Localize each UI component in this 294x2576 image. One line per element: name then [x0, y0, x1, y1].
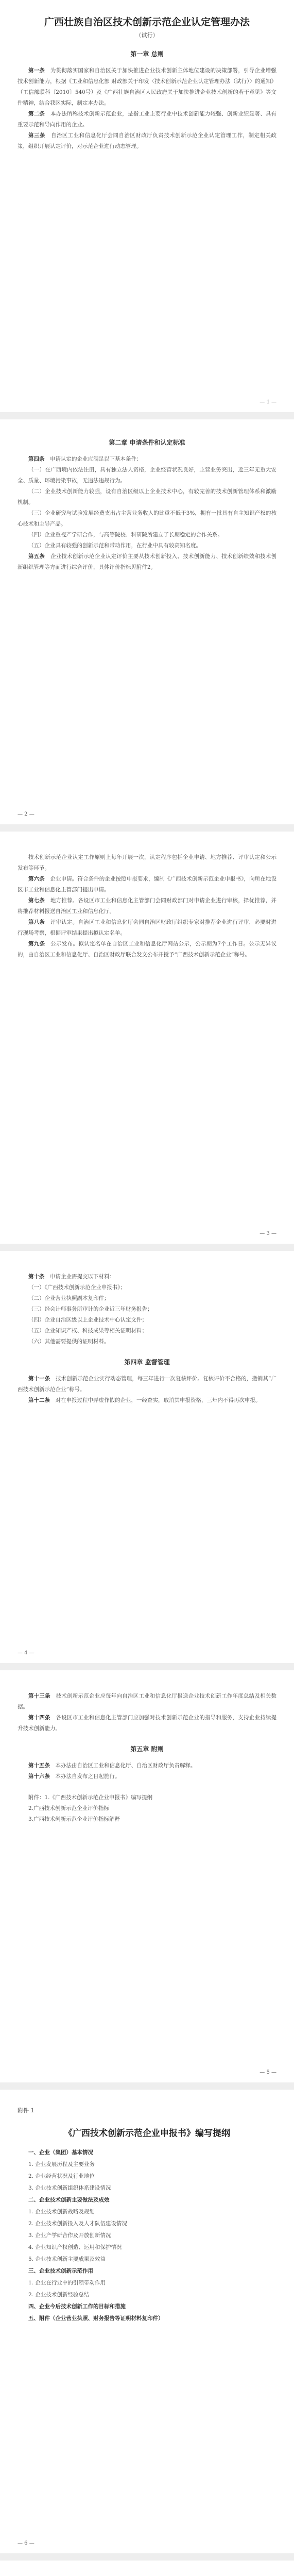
article-text: 3.广西技术创新示范企业评价指标解释	[28, 1816, 120, 1822]
document-subtitle: （试行）	[135, 32, 159, 39]
article-number: 第十一条	[28, 1376, 50, 1382]
article-list	[18, 852, 276, 960]
article-text: 地方推荐。各设区市工业和信息化主管部门会同财政部门对申请企业进行审核，择优推荐，并将推荐材料报送自治区工业和信息化厅。	[18, 897, 277, 914]
article-text: 技术创新示范企业认定工作原则上每年开展一次，认定程序包括企业申请、地方推荐、评审认定和公示发布等环节。	[18, 854, 276, 871]
article-text: 申请企业需提交以下材料：	[50, 1274, 115, 1280]
chapter-heading: 第四章 监督管理	[124, 1359, 170, 1366]
article-paragraph	[18, 486, 276, 508]
article-text: 技术创新示范企业应每年向自治区工业和信息化厅报送企业技术创新工作年度总结及相关数据。	[18, 1693, 277, 1710]
article-paragraph	[18, 65, 276, 109]
article-text: 本办法由自治区工业和信息化厅、自治区财政厅负责解释。	[55, 1762, 196, 1769]
article-list	[18, 1691, 276, 1734]
outline-list	[18, 2147, 276, 2325]
article-text: 技术创新示范企业实行动态管理，每三年进行一次复核评价。复核评价不合格的，撤销其“广西技术创新示范企业”称号。	[18, 1376, 277, 1393]
article-list	[18, 1374, 276, 1406]
page-number: — 5 —	[260, 2070, 276, 2075]
article-number: 第五条	[28, 553, 45, 560]
article-paragraph	[18, 1713, 276, 1734]
article-number: 第十二条	[28, 1397, 50, 1403]
outline-item: 4. 企业知识产权创造、运用和保护情况	[28, 2244, 122, 2250]
page-separator	[0, 1663, 294, 1670]
article-list	[18, 1272, 276, 1347]
article-text: （六）其他需要提供的证明材料。	[28, 1338, 110, 1345]
article-text: 企业技术创新示范企业认定评价主要从技术创新投入、技术创新能力、技术创新绩效和技术创新组织管理等方面进行综合评价，具体评价指标见附件2。	[18, 553, 277, 570]
outline-item: 5. 企业技术创新主要成果及效益	[28, 2256, 106, 2262]
page-separator	[0, 2553, 294, 2561]
article-paragraph	[18, 1282, 276, 1293]
article-list	[18, 454, 276, 573]
article-text: 评审认定。自治区工业和信息化厅会同自治区财政厅组织专家对推荐企业进行评审，必要时进行现场考察，根据评审结果提出拟认定名单。	[18, 919, 277, 936]
article-number: 第一条	[28, 67, 45, 74]
outline-item: 2. 企业经营状况及行业地位	[28, 2173, 95, 2179]
article-paragraph	[18, 939, 276, 960]
article-text: 企业申请。符合条件的企业按照申报要求，编制《广西技术创新示范企业申报书》，向所在地设区市工业和信息化主管部门提出申请。	[18, 876, 277, 893]
annex-label: 附件 1	[18, 2107, 34, 2114]
article-text: 附件：1.《广西技术创新示范企业申报书》编写提纲	[28, 1794, 153, 1801]
article-paragraph	[18, 1760, 276, 1771]
article-paragraph	[18, 1395, 276, 1406]
outline-item: 1. 企业技术创新战略及规划	[28, 2209, 95, 2215]
article-text: 申请认定的企业应满足以下基本条件：	[50, 456, 142, 462]
page-number: — 1 —	[260, 399, 276, 405]
article-paragraph	[18, 130, 276, 152]
article-paragraph	[18, 508, 276, 530]
page-separator	[0, 412, 294, 419]
article-text: 各设区市工业和信息化主管部门应加强对技术创新示范企业的指导和服务，支持企业持续提升技术创新能力。	[18, 1715, 277, 1732]
article-text: （五）企业具有较强的创新示范和带动作用，在行业中具有较高知名度。	[28, 543, 201, 549]
article-paragraph	[18, 109, 276, 130]
outline-item: 2. 企业技术创新经验总结	[28, 2292, 90, 2298]
article-number: 第二条	[28, 111, 45, 117]
chapter-heading: 第五章 附则	[130, 1745, 164, 1753]
page-number: — 4 —	[18, 1650, 34, 1656]
page-separator	[0, 2082, 294, 2090]
article-text: 自治区工业和信息化厅会同自治区财政厅负责技术创新示范企业认定管理工作，制定相关政策，组织开展认定评价，对示范企业进行动态管理。	[18, 132, 277, 149]
outline-heading: 二、企业技术创新主要做法及成效	[28, 2197, 110, 2203]
article-text: （二）企业技术创新能力较强，设有自治区级以上企业技术中心，有较完善的技术创新管理体系和激励机制。	[18, 488, 276, 505]
outline-item: 3. 企业技术创新组织体系建设情况	[28, 2185, 111, 2191]
article-text: （二）企业营业执照副本复印件；	[28, 1295, 110, 1301]
article-text: （三）经会计师事务所审计的企业近三年财务报告；	[28, 1306, 153, 1312]
attachment-item	[18, 1803, 276, 1814]
article-paragraph	[18, 1374, 276, 1395]
article-list	[18, 65, 276, 152]
article-paragraph	[18, 1272, 276, 1282]
page-1	[0, 0, 294, 412]
outline-heading: 五、附件（企业营业执照、财务报告等证明材料复印件）	[28, 2315, 164, 2321]
page-separator	[0, 824, 294, 832]
article-number: 第十五条	[28, 1762, 50, 1769]
article-text: 本办法自发布之日起施行。	[55, 1773, 120, 1780]
article-number: 第八条	[28, 919, 45, 925]
article-text: （三）企业研究与试验发展经费支出占主营业务收入的比重不低于3%，拥有一批具有自主知识产权的核心技术和主导产品。	[18, 510, 276, 527]
article-paragraph	[18, 551, 276, 573]
article-number: 第七条	[28, 897, 45, 904]
article-number: 第九条	[28, 941, 45, 947]
page-number: — 6 —	[18, 2540, 34, 2546]
article-paragraph	[18, 852, 276, 874]
page-4	[0, 1251, 294, 1663]
article-number: 第十条	[28, 1274, 45, 1280]
annex-title: 《广西技术创新示范企业申报书》编写提纲	[64, 2128, 230, 2139]
article-number: 第十四条	[28, 1715, 50, 1721]
article-paragraph	[18, 1771, 276, 1782]
outline-heading: 四、企业今后技术创新工作的目标和措施	[28, 2303, 126, 2310]
outline-heading: 三、企业技术创新示范作用	[28, 2268, 93, 2274]
article-number: 第十三条	[28, 1693, 50, 1699]
article-text: 公示发布。拟认定名单在自治区工业和信息化厅网站公示，公示期为7个工作日。公示无异议的，由自治区工业和信息化厅、自治区财政厅联合发文公布并授予“广西技术创新示范企业”称号。	[18, 941, 277, 958]
outline-item: 1. 企业发展历程及主要业务	[28, 2161, 95, 2167]
page-number: — 3 —	[260, 1231, 276, 1236]
article-text: 2.广西技术创新示范企业评价指标	[28, 1805, 110, 1811]
article-text: 本办法所称技术创新示范企业，是指工业主要行业中技术创新能力较强、创新业绩显著、具有重要示范和导向作用的企业。	[18, 111, 277, 128]
article-text: 对在申报过程中弄虚作假的企业，一经查实，取消其申报资格，三年内不得再次申报。	[55, 1397, 261, 1403]
article-number: 第四条	[28, 456, 45, 462]
article-text: （四）企业重视产学研合作，与高等院校、科研院所建立了长期稳定的合作关系。	[28, 532, 223, 538]
article-paragraph	[18, 1304, 276, 1315]
article-text: （一）《广西技术创新示范企业申报书》；	[28, 1284, 126, 1291]
outline-item: 2. 企业技术创新投入及人才队伍建设情况	[28, 2221, 127, 2227]
article-paragraph	[18, 1315, 276, 1326]
article-paragraph	[18, 1293, 276, 1304]
article-paragraph	[18, 917, 276, 939]
article-paragraph	[18, 895, 276, 917]
outline-heading: 一、企业（集团）基本情况	[28, 2149, 93, 2156]
article-number: 第十六条	[28, 1773, 50, 1780]
page-7	[0, 2561, 294, 2576]
page-2	[0, 419, 294, 824]
outline-item: 1. 企业在行业中的引领带动作用	[28, 2280, 106, 2286]
article-paragraph	[18, 465, 276, 486]
article-paragraph	[18, 1326, 276, 1336]
page-number: — 2 —	[18, 811, 34, 817]
document-title: 广西壮族自治区技术创新示范企业认定管理办法	[44, 16, 250, 28]
article-number: 第三条	[28, 132, 45, 139]
article-paragraph	[18, 1691, 276, 1713]
chapter-heading: 第一章 总则	[130, 50, 164, 58]
page-3	[0, 832, 294, 1244]
article-number: 第六条	[28, 876, 45, 882]
article-text: （五）企业知识产权、科技成果等相关证明材料；	[28, 1328, 147, 1334]
attachment-item	[18, 1814, 276, 1825]
page-6	[0, 2090, 294, 2553]
article-paragraph	[18, 530, 276, 540]
page-5	[0, 1670, 294, 2082]
article-paragraph	[18, 1336, 276, 1347]
article-text: （一）在广西境内依法注册，具有独立法人资格，企业经营状况良好，主营业务突出，近三年无重大安全、质量、环境污染事故，无违法违规行为。	[18, 467, 276, 484]
article-text: 为贯彻落实国家和自治区关于加快推进企业技术创新主体地位建设的决策部署，引导企业增强技术创新能力，根据《工业和信息化部 财政部关于印发〈技术创新示范企业认定管理办法（试行）〉的通知》（工信部联科〔2010〕540号）及《广西壮族自治区人民政府关于加快推进企业技术创新的若干意见》等文件精神，结合我区实际，制定本办法。	[18, 67, 277, 106]
page-separator	[0, 1244, 294, 1251]
attachment-list	[18, 1792, 276, 1825]
article-paragraph	[18, 874, 276, 895]
article-paragraph	[18, 454, 276, 465]
chapter-heading: 第二章 申请条件和认定标准	[109, 439, 185, 446]
article-paragraph	[18, 540, 276, 551]
article-list	[18, 1760, 276, 1782]
outline-item: 3. 企业产学研合作及开放创新情况	[28, 2232, 111, 2239]
attachment-item	[18, 1792, 276, 1803]
article-text: （四）企业自治区级以上企业技术中心认定文件；	[28, 1317, 147, 1323]
